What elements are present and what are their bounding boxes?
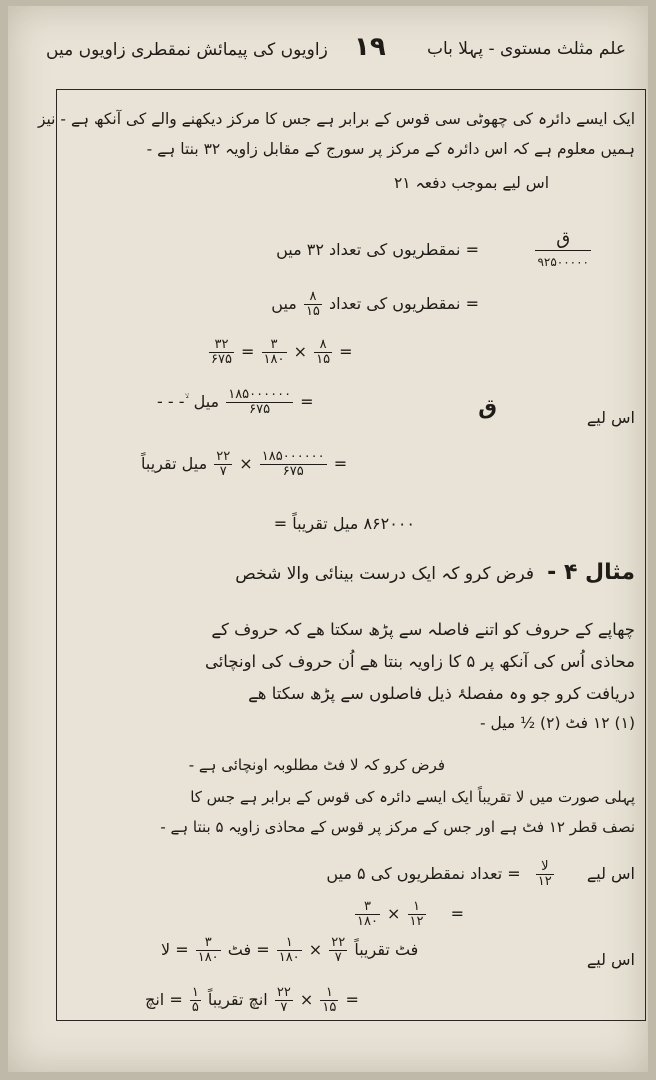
eq2-text: = نمقطریوں کی تعداد xyxy=(329,294,479,313)
eq3-f1-den: ۶۷۵ xyxy=(211,352,232,367)
eq4-den: ۶۷۵ xyxy=(249,402,271,417)
eq10-f1-num: ۲۲ xyxy=(276,985,291,1000)
eq8-f1-num: ۳ xyxy=(355,900,380,915)
eq10-f1-den: ۷ xyxy=(280,1000,288,1015)
eq2-suffix: میں xyxy=(271,294,297,313)
eq4-label: اس لیے xyxy=(586,408,635,427)
eq7-fraction xyxy=(536,860,554,889)
eq4-fraction xyxy=(226,388,293,417)
eq9-fraction-3 xyxy=(329,936,347,965)
eq3-fraction-2 xyxy=(262,338,287,367)
example-line1: فرض کرو کہ ایک درست بینائی والا شخص xyxy=(235,564,535,584)
eq3-f1-num: ۳۲ xyxy=(209,338,234,353)
para2-line3: نصف قطر ۱۲ فٹ ہے اور جس کے مرکز پر قوس کے محاذی زاویہ ۵ بنتا ہے - xyxy=(160,818,635,836)
eq1-fraction xyxy=(535,228,591,273)
para1-line2: ہمیں معلوم ہے کہ اس دائرہ کے مرکز پر سورج کے مقابل زاویہ ۳۲ بنتا ہے - xyxy=(146,140,635,158)
eq1-numerator: ق xyxy=(535,228,591,251)
eq10-fraction-2 xyxy=(320,986,338,1015)
eq8-f2-num: ۱ xyxy=(408,900,426,915)
eq9-f1-den: ۱۸۰ xyxy=(197,950,219,965)
para1-line1: ایک ایسے دائرہ کی چھوٹی سی قوس کے برابر ہے جس کا مرکز دیکھنے والے کی آنکھ ہے - نیز xyxy=(37,110,635,128)
eq3-fraction-1 xyxy=(209,338,234,367)
eq10: انچ تقریباً $\frac{۱}{۵}$ = انچ $\frac{۲۲}{۷}$ × $\frac{۱}{۱۵}$ = xyxy=(145,985,359,1015)
eq7-label: اس لیے xyxy=(586,864,635,883)
eq3-f3-num: ۸ xyxy=(314,338,332,353)
eq10-f2-num: ۱ xyxy=(320,986,338,1001)
eq8-fraction-2 xyxy=(408,900,426,929)
eq3: $\frac{۳۲}{۶۷۵}$ = $\frac{۳}{۱۸۰}$ × $\frac{۸}{۱۵}$ = xyxy=(211,337,353,367)
eq5: میل تقریباً $\frac{۲۲}{۷}$ × $\frac{۱۸۵۰۰۰۰۰۰}{۶۷۵}$ = xyxy=(141,449,348,479)
page-number: ۱۹ xyxy=(354,32,386,62)
eq9-lhs: لا xyxy=(161,940,171,959)
eq3-f3-den: ۱۵ xyxy=(316,352,331,367)
eq9-f3-num: ۲۲ xyxy=(331,935,346,950)
eq3-f2-den: ۱۸۰ xyxy=(263,352,285,367)
example-line4: دریافت کرو جو وہ مفصلۂ ذیل فاصلوں سے پڑھ سکتا ھے xyxy=(248,684,635,703)
example-block xyxy=(235,560,635,585)
eq7-den: ۱۲ xyxy=(537,874,552,889)
eq7-rhs: = تعداد نمقطریوں کی ۵ میں xyxy=(326,864,521,883)
para1-line3: اس لیے بموجب دفعہ ۲۱ xyxy=(393,174,549,192)
para2-line2: پہلی صورت میں لا تقریباً ایک ایسے دائرہ کی قوس کے برابر ہے جس کا xyxy=(190,788,635,806)
eq2-numerator: ۸ xyxy=(304,290,322,305)
eq9: فٹ تقریباً $\frac{۲۲}{۷}$ × $\frac{۱}{۱۸۰}$ = فٹ $\frac{۳}{۱۸۰}$ = لا xyxy=(161,935,419,965)
eq9-fraction-1 xyxy=(196,936,221,965)
eq5-fraction-2 xyxy=(214,450,232,479)
eq10-unit: انچ xyxy=(145,990,165,1009)
eq9-f3-den: ۷ xyxy=(334,950,342,965)
eq1-denominator: ۹۲۵۰۰۰۰۰ xyxy=(537,255,589,269)
eq10-f3-num: ۱ xyxy=(191,985,199,1000)
eq10-f3-den: ۵ xyxy=(191,1000,199,1015)
eq10-fraction-3 xyxy=(190,986,201,1015)
content-frame xyxy=(37,89,646,1021)
eq8-f2-den: ۱۲ xyxy=(409,914,424,929)
eq3-f2-num: ۳ xyxy=(262,338,287,353)
eq5-fraction-1 xyxy=(260,450,327,479)
eq9-f1-num: ۳ xyxy=(196,936,221,951)
eq2-fraction xyxy=(304,290,322,319)
eq1-rhs: = نمقطریوں کی تعداد ۳۲ میں xyxy=(276,240,479,259)
book-page xyxy=(8,6,648,1072)
eq2 xyxy=(271,290,479,319)
para2-line1: فرض کرو کہ لا فٹ مطلوبہ اونچائی ہے - xyxy=(188,756,445,774)
example-heading: مثال ۴ - xyxy=(547,560,635,585)
eq3-fraction-3 xyxy=(314,338,332,367)
eq9-rhs: فٹ تقریباً xyxy=(354,940,419,959)
header-chapter-title: علم مثلث مستوی - پہلا باب xyxy=(426,39,626,59)
eq8-fraction-1 xyxy=(355,900,380,929)
eq9-f2-num: ۱ xyxy=(277,936,302,951)
example-line5: (۱) ۱۲ فٹ (۲) ½ میل - xyxy=(479,714,635,732)
eq1 xyxy=(533,228,593,273)
eq4-rhs-unit: ۙ میل xyxy=(188,392,220,411)
eq2-denominator: ۱۵ xyxy=(305,304,320,319)
eq9-f2-den: ۱۸۰ xyxy=(278,950,300,965)
eq9-label: اس لیے xyxy=(586,950,635,969)
eq8: $\frac{۳}{۱۸۰}$ × $\frac{۱}{۱۲}$ = xyxy=(357,899,465,929)
eq4-num: ۱۸۵۰۰۰۰۰۰ xyxy=(228,387,292,402)
header-section-title: زاویوں کی پیمائش نمقطری زاویوں میں xyxy=(46,40,328,60)
eq5-den: ۶۷۵ xyxy=(282,464,304,479)
eq10-f2-den: ۱۵ xyxy=(322,1000,337,1015)
eq9-fraction-2 xyxy=(277,936,302,965)
eq7-num: لا xyxy=(536,860,554,875)
page-header xyxy=(8,32,648,72)
eq4-q: ق xyxy=(478,395,497,419)
eq5-f2-num: ۲۲ xyxy=(216,449,231,464)
eq9-unit: فٹ xyxy=(227,940,252,959)
example-line3: محاذی اُس کی آنکھ پر ۵ کا زاویہ بنتا ھے اُن حروف کی اونچائی xyxy=(204,652,635,671)
eq6: ۸۶۲۰۰۰ میل تقریباً = xyxy=(273,514,415,533)
eq5-rhs: میل تقریباً xyxy=(141,454,208,473)
eq5-num: ۱۸۵۰۰۰۰۰۰ xyxy=(261,449,325,464)
eq8-f1-den: ۱۸۰ xyxy=(357,914,378,929)
eq10-fraction-1 xyxy=(275,986,293,1015)
eq10-rhs: انچ تقریباً xyxy=(207,990,268,1009)
example-line2: چھاپے کے حروف کو اتنے فاصلہ سے پڑھ سکتا ھے کہ حروف کے xyxy=(211,620,635,639)
eq5-f2-den: ۷ xyxy=(219,464,227,479)
eq4-rhs-group: - - - ۙ میل $\frac{۱۸۵۰۰۰۰۰۰}{۶۷۵}$ = xyxy=(157,387,314,417)
eq7 xyxy=(326,860,635,889)
